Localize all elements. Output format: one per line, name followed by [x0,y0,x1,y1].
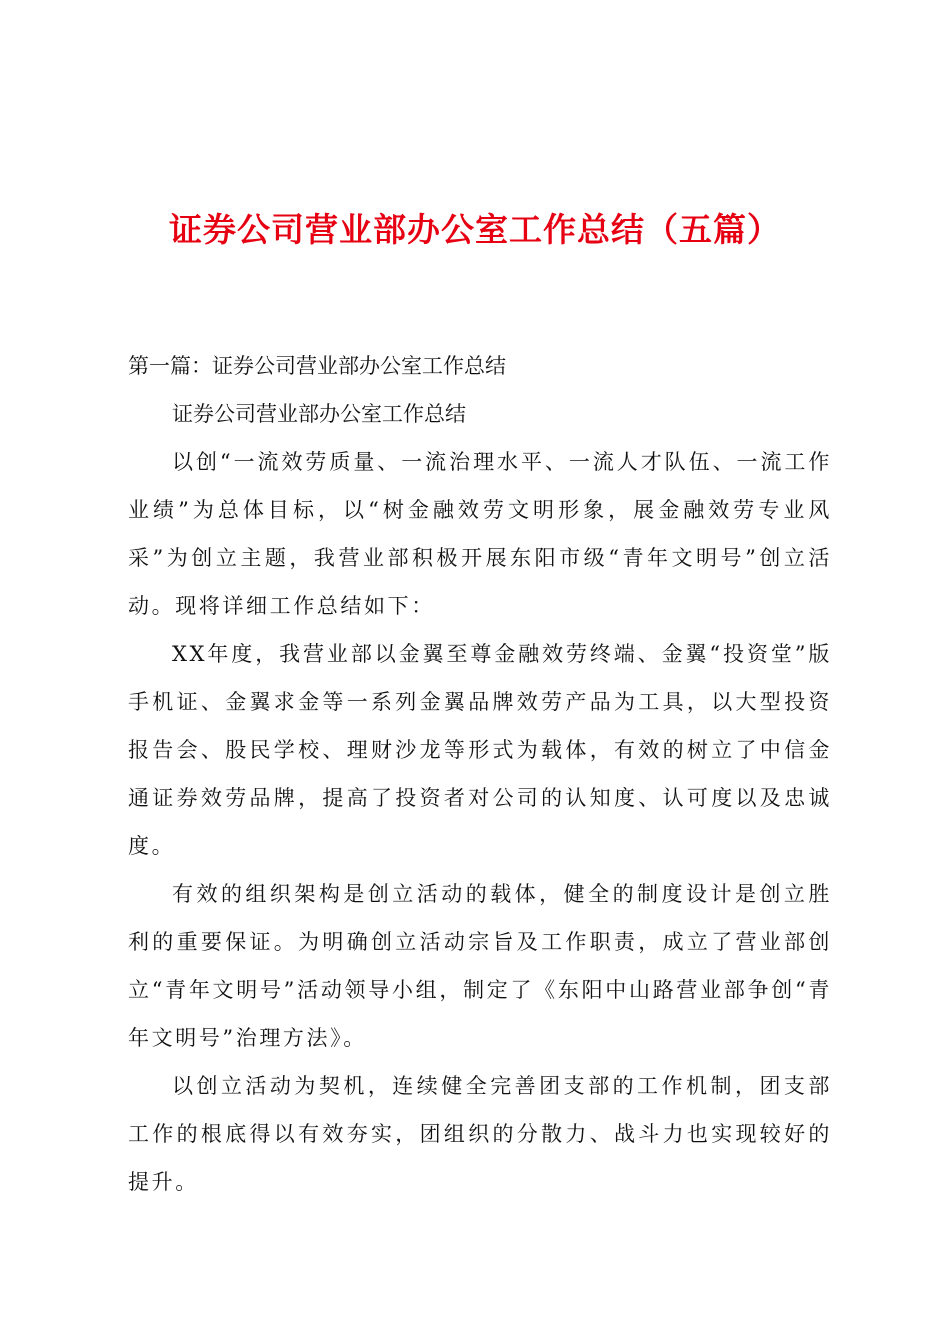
section-heading: 第一篇：证券公司营业部办公室工作总结 [128,354,506,378]
paragraph: 有效的组织架构是创立活动的载体，健全的制度设计是创立胜利的重要保证。为明确创立活动宗旨及工作职责，成立了营业部创立“青年文明号”活动领导小组，制定了《东阳中山路营业部争创“青年文明号”治理方法》。 [128,882,832,1050]
section-subtitle: 证券公司营业部办公室工作总结 [172,402,466,426]
document-title: 证券公司营业部办公室工作总结（五篇） [169,210,781,249]
paragraph: 以创“一流效劳质量、一流治理水平、一流人才队伍、一流工作业绩”为总体目标，以“树金融效劳文明形象，展金融效劳专业风采”为创立主题，我营业部积极开展东阳市级“青年文明号”创立活动。现将详细工作总结如下： [128,450,832,618]
paragraph: XX年度，我营业部以金翼至尊金融效劳终端、金翼“投资堂”版手机证、金翼求金等一系列金翼品牌效劳产品为工具，以大型投资报告会、股民学校、理财沙龙等形式为载体，有效的树立了中信金通证券效劳品牌，提高了投资者对公司的认知度、认可度以及忠诚度。 [128,642,832,858]
paragraph: 以创立活动为契机，连续健全完善团支部的工作机制，团支部工作的根底得以有效夯实，团组织的分散力、战斗力也实现较好的提升。 [128,1074,832,1194]
body-paragraphs [128,438,832,1206]
